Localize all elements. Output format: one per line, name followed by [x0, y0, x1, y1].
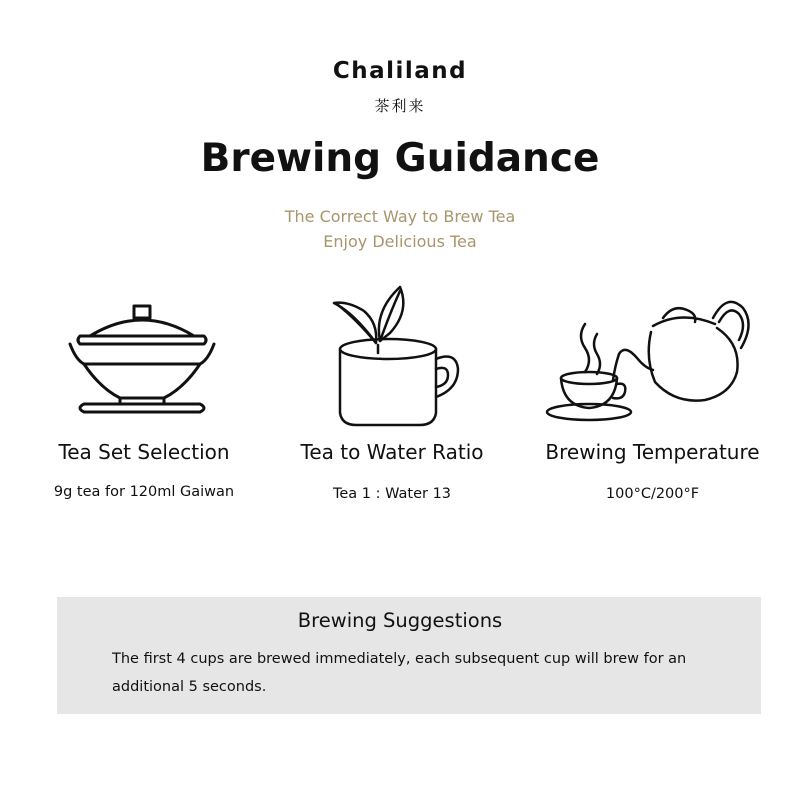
feature-label-tea-set: Tea Set Selection: [58, 440, 230, 464]
feature-value-temperature: 100°C/200°F: [605, 486, 700, 502]
tea-mug-icon: [328, 283, 468, 433]
suggestions-title: Brewing Suggestions: [297, 609, 503, 632]
gaiwan-icon: [62, 300, 222, 420]
subtitle-line-2: Enjoy Delicious Tea: [323, 232, 477, 251]
brand-name: Chaliland: [332, 58, 468, 84]
suggestions-text: The first 4 cups are brewed immediately, each subsequent cup will brew for an additional 5 seconds.: [112, 651, 687, 695]
feature-label-ratio: Tea to Water Ratio: [300, 440, 484, 464]
page-title: Brewing Guidance: [200, 136, 600, 181]
teapot-pouring-icon: [545, 288, 755, 428]
feature-value-tea-set: 9g tea for 120ml Gaiwan: [53, 484, 235, 500]
subtitle-line-1: The Correct Way to Brew Tea: [284, 207, 516, 226]
feature-label-temperature: Brewing Temperature: [545, 440, 760, 464]
brand-name-chinese: 茶利来: [374, 97, 426, 115]
feature-value-ratio: Tea 1 : Water 13: [332, 486, 452, 502]
